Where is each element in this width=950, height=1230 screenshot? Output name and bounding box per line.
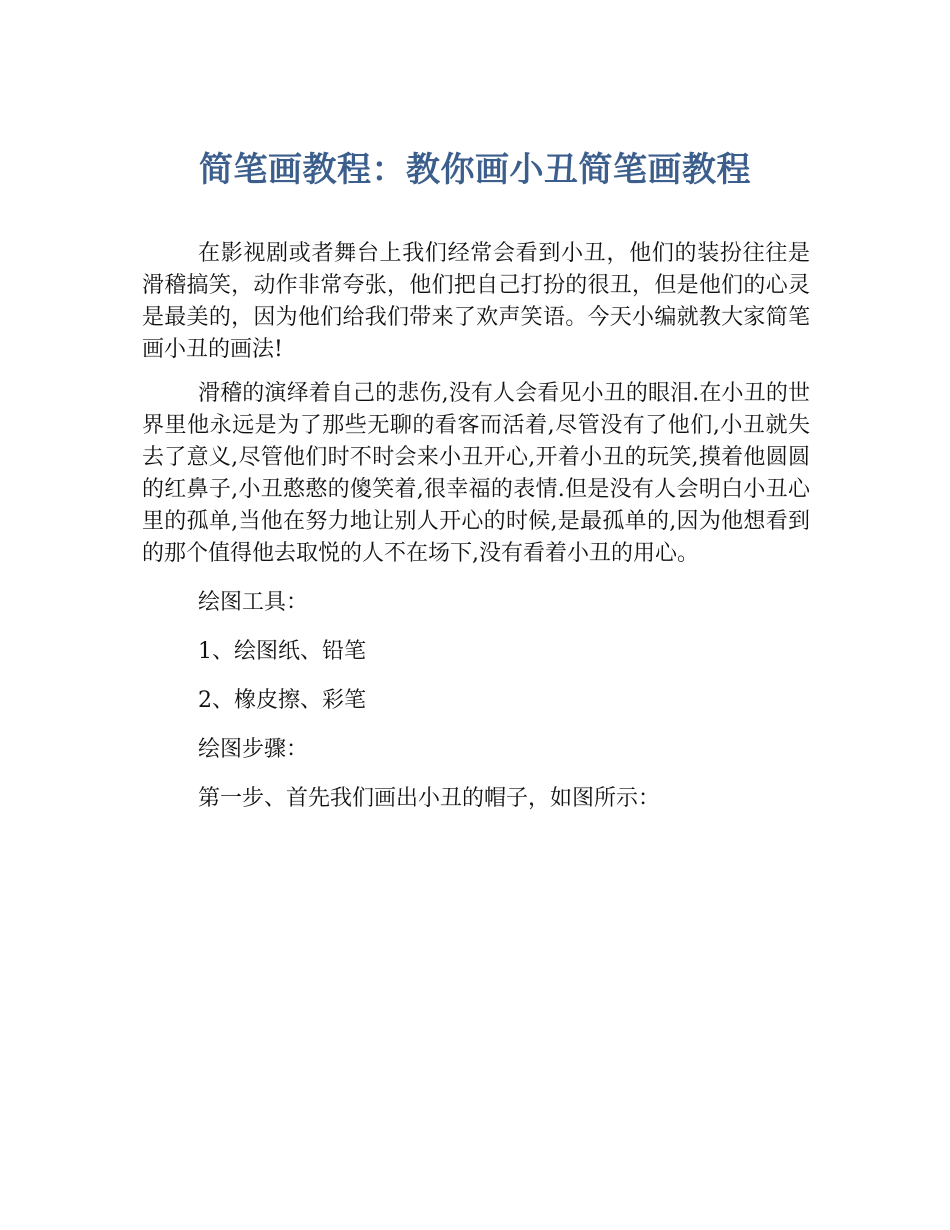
steps-heading: 绘图步骤：: [198, 737, 309, 762]
tools-heading: 绘图工具：: [198, 590, 309, 615]
document-title: 简笔画教程：教你画小丑简笔画教程: [199, 150, 751, 190]
intro-paragraph: 在影视剧或者舞台上我们经常会看到小丑，他们的装扮往往是滑稽搞笑，动作非常夸张，他们把自己打扮的很丑，但是他们的心灵是最美的，因为他们给我们带来了欢声笑语。今天小编就教大家简笔画小丑的画法!: [142, 241, 810, 362]
tool-item: 1、绘图纸、铅笔: [198, 639, 366, 664]
step-one: 第一步、首先我们画出小丑的帽子，如图所示：: [198, 786, 661, 811]
story-paragraph: 滑稽的演绎着自己的悲伤,没有人会看见小丑的眼泪.在小丑的世界里他永远是为了那些无聊的看客而活着,尽管没有了他们,小丑就失去了意义,尽管他们时不时会来小丑开心,开着小丑的玩笑,摸着他圆圆的红鼻子,小丑憨憨的傻笑着,很幸福的表情.但是没有人会明白小丑心里的孤单,当他在努力地让别人开心的时候,是最孤单的,因为他想看到的那个值得他去取悦的人不在场下,没有看着小丑的用心。: [142, 381, 810, 566]
tool-item: 2、橡皮擦、彩笔: [198, 688, 366, 713]
document-body: [142, 238, 810, 815]
